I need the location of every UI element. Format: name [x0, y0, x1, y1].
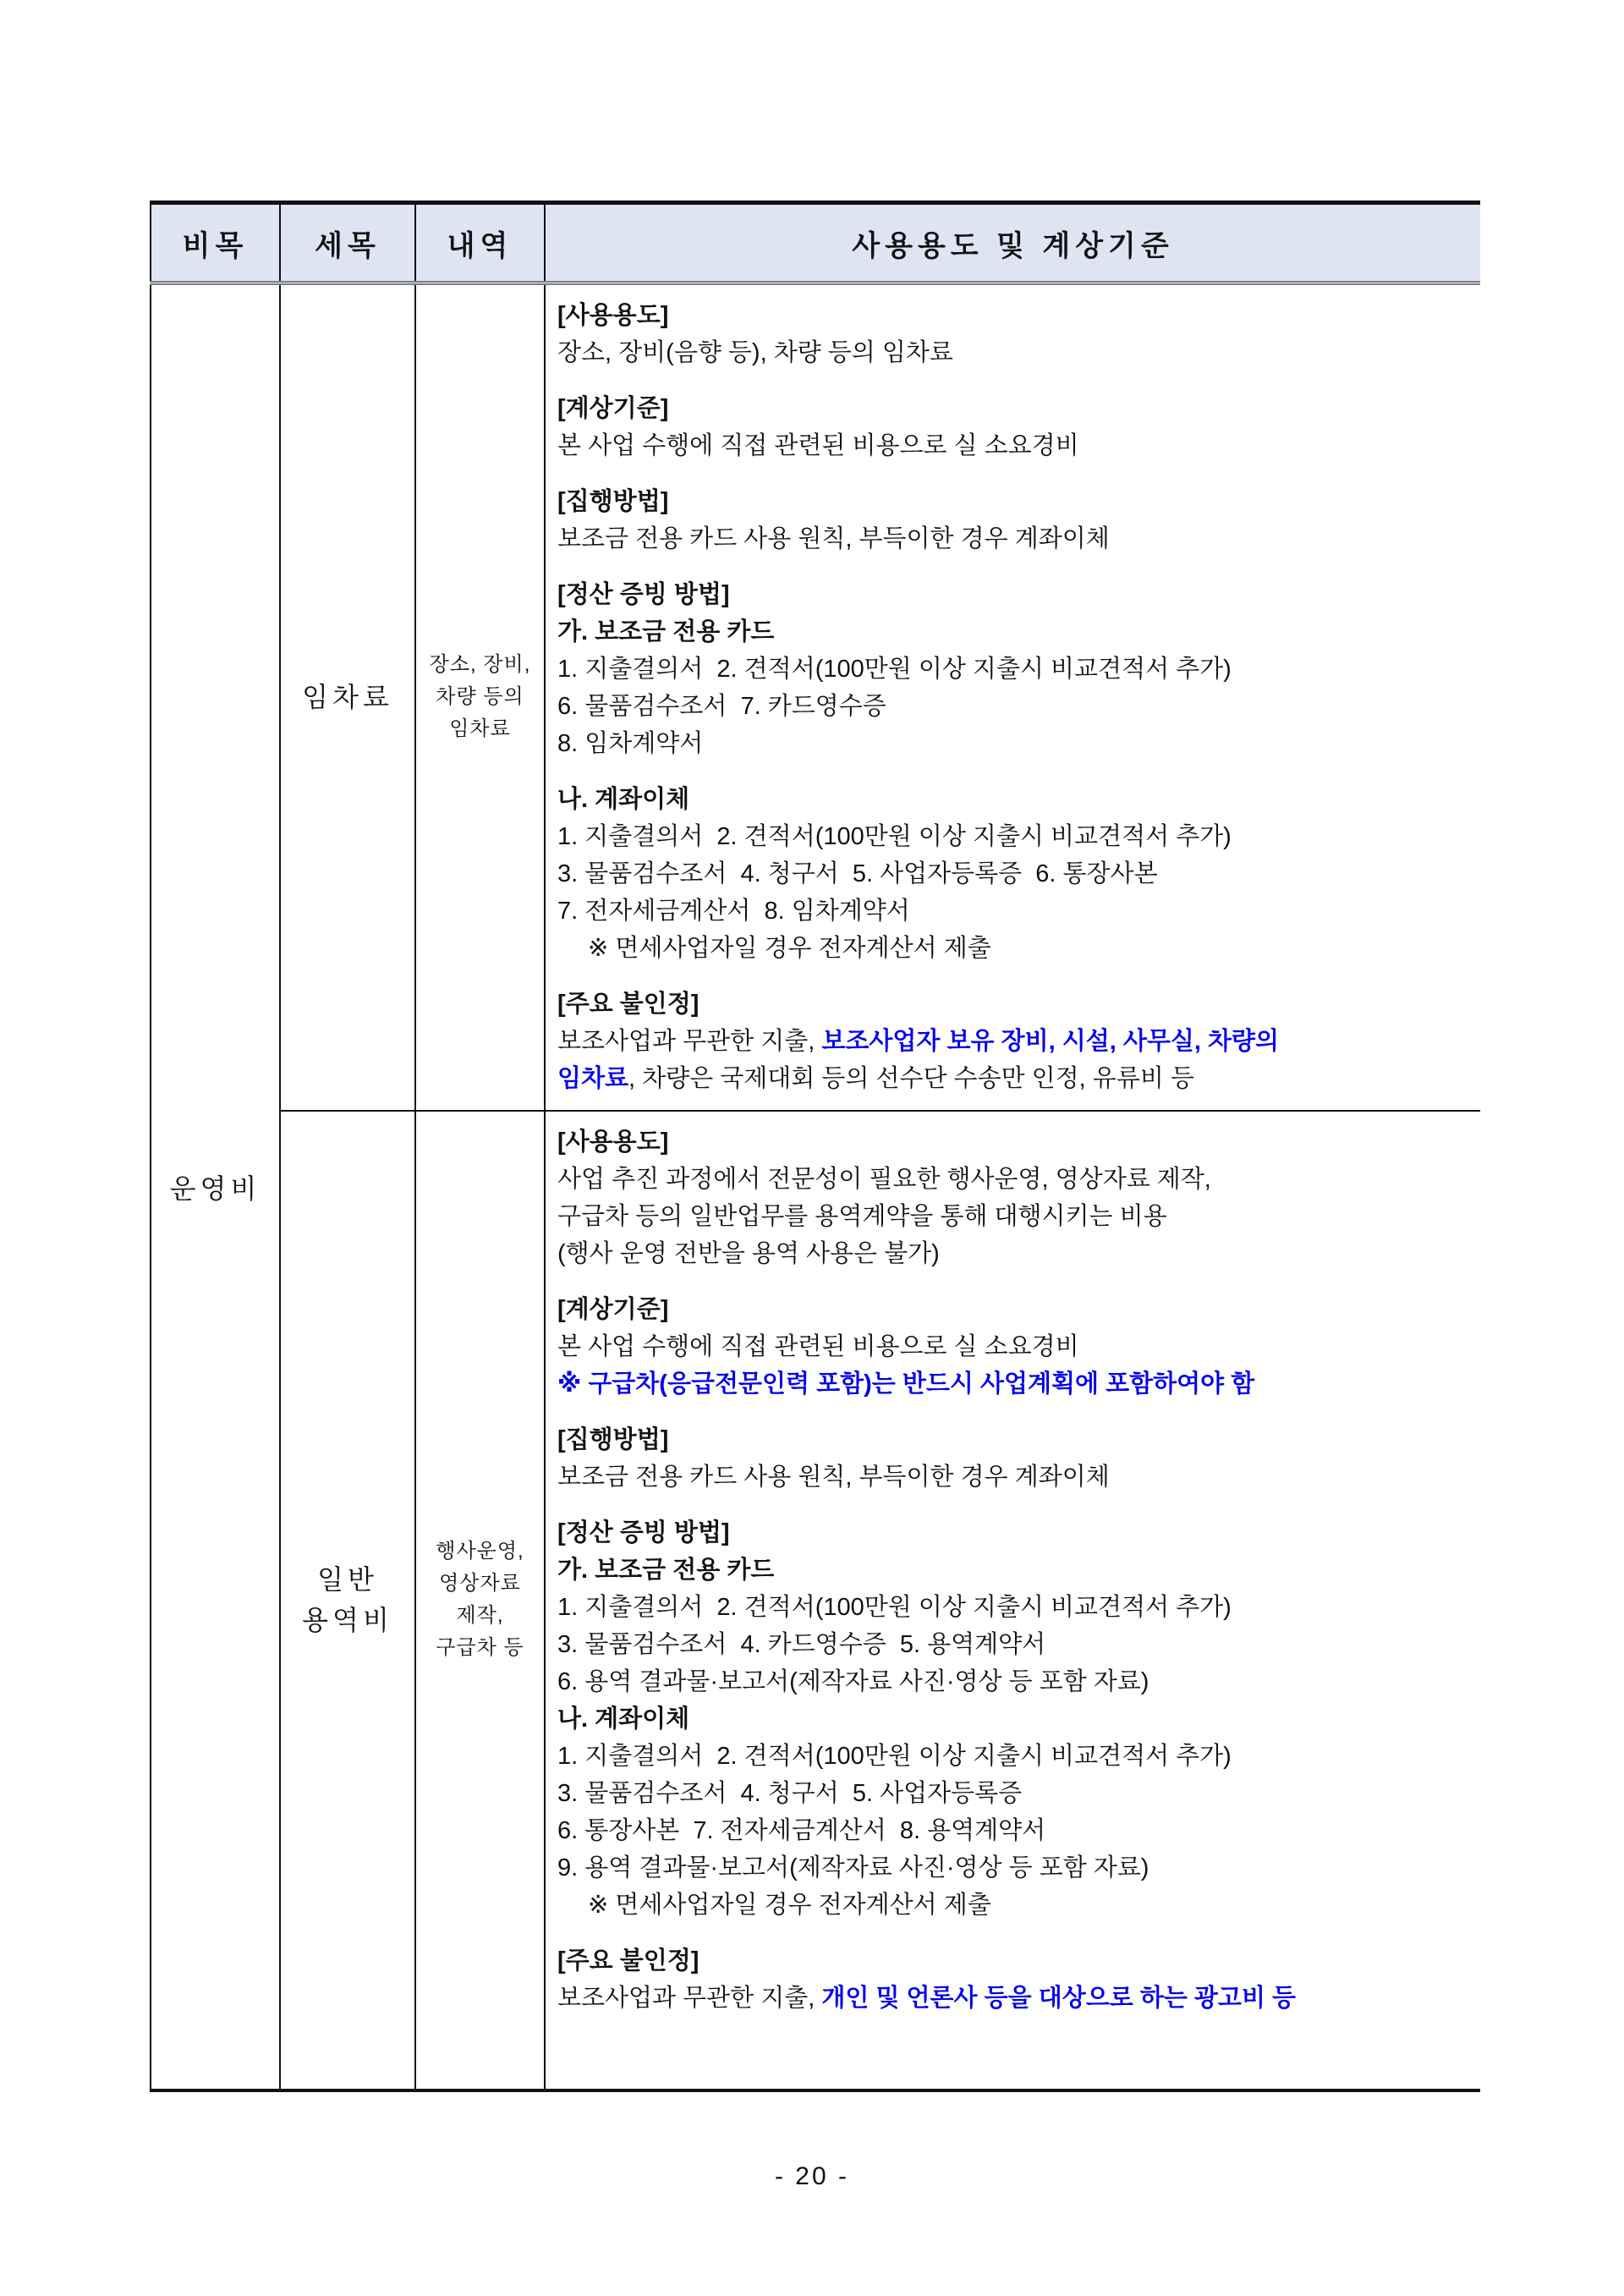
content-line — [557, 613, 1467, 651]
content-block — [557, 483, 1467, 558]
column-header-semok: 세목 — [280, 203, 415, 283]
body-text: 1. 지출결의서 2. 견적서(100만원 이상 지출시 비교견적서 추가) — [557, 656, 1232, 683]
content-cell-imcharyo — [545, 283, 1480, 1111]
column-header-naeyeok: 내역 — [415, 203, 545, 283]
body-text: 보조사업과 무관한 지출, — [557, 1984, 822, 2012]
content-line — [557, 688, 1467, 725]
body-text: 6. 용역 결과물·보고서(제작자료 사진·영상 등 포함 자료) — [557, 1667, 1149, 1695]
content-line — [557, 893, 1467, 930]
content-line — [557, 986, 1467, 1023]
body-text: 3. 물품검수조서 4. 청구서 5. 사업자등록증 — [557, 1779, 1023, 1807]
table-header-row — [151, 203, 1480, 283]
body-text: ※ 면세사업자일 경우 전자계산서 제출 — [588, 935, 991, 962]
content-line — [557, 855, 1467, 893]
content-line — [557, 725, 1467, 762]
semok-cell-ilban-yongyeokbi — [280, 1111, 415, 2090]
content-line — [557, 1198, 1467, 1235]
emphasized-blue-text: ※ 구급차(응급전문인력 포함)는 반드시 사업계획에 포함하여야 함 — [557, 1370, 1255, 1398]
content-line — [557, 781, 1467, 818]
content-line — [557, 1942, 1467, 1980]
content-line — [557, 818, 1467, 855]
body-text: , 차량은 국제대회 등의 선수단 수송만 인정, 유류비 등 — [628, 1065, 1194, 1092]
body-text: 6. 물품검수조서 7. 카드영수증 — [557, 693, 886, 720]
body-text: 7. 전자세금계산서 8. 임차계약서 — [557, 898, 910, 925]
label-line: 일반 — [317, 1564, 378, 1595]
content-line — [557, 520, 1467, 558]
column-header-bimok: 비목 — [151, 203, 280, 283]
budget-items-table — [150, 200, 1480, 2092]
body-text: 보조사업과 무관한 지출, — [557, 1028, 822, 1055]
content-line — [557, 1700, 1467, 1738]
label-line: 임차료 — [449, 717, 511, 741]
content-block — [557, 986, 1467, 1097]
content-line — [557, 651, 1467, 688]
bold-text: 나. 계좌이체 — [557, 786, 690, 813]
body-text: 구급차 등의 일반업무를 용역계약을 통해 대행시키는 비용 — [557, 1202, 1167, 1230]
label-line: 차량 등의 — [436, 685, 524, 709]
content-block — [557, 1942, 1467, 2017]
body-text: 8. 임차계약서 — [557, 730, 704, 757]
content-block — [557, 1421, 1467, 1496]
body-text: 1. 지출결의서 2. 견적서(100만원 이상 지출시 비교견적서 추가) — [557, 1593, 1232, 1621]
body-text: 사업 추진 과정에서 전문성이 필요한 행사운영, 영상자료 제작, — [557, 1165, 1211, 1193]
bold-text: [주요 불인정] — [557, 991, 700, 1018]
body-text: 보조금 전용 카드 사용 원칙, 부득이한 경우 계좌이체 — [557, 1463, 1110, 1491]
content-line — [557, 427, 1467, 464]
naeyeok-cell-ilban-yongyeokbi — [415, 1111, 545, 2090]
content-line — [557, 1458, 1467, 1496]
bold-text: [사용용도] — [557, 302, 669, 329]
body-text: 9. 용역 결과물·보고서(제작자료 사진·영상 등 포함 자료) — [557, 1854, 1149, 1881]
content-line — [557, 1775, 1467, 1812]
table-row-imcharyo — [151, 283, 1480, 1111]
body-text: 3. 물품검수조서 4. 청구서 5. 사업자등록증 6. 통장사본 — [557, 860, 1158, 887]
content-line — [557, 1849, 1467, 1887]
content-line — [557, 334, 1467, 371]
content-line — [557, 1365, 1467, 1403]
label-line: 영상자료 — [439, 1572, 521, 1595]
content-block — [557, 297, 1467, 371]
content-line — [557, 1291, 1467, 1328]
content-line — [557, 1123, 1467, 1161]
content-line — [557, 1421, 1467, 1458]
bold-text: [정산 증빙 방법] — [557, 1519, 730, 1546]
bold-text: [집행방법] — [557, 488, 669, 515]
table-row-ilban-yongyeokbi — [151, 1111, 1480, 2090]
content-line — [557, 390, 1467, 427]
content-block — [557, 390, 1467, 464]
content-line — [557, 1738, 1467, 1775]
label-line: 행사운영, — [436, 1540, 524, 1563]
content-line — [557, 1980, 1467, 2017]
body-text: 본 사업 수행에 직접 관련된 비용으로 실 소요경비 — [557, 1332, 1079, 1360]
content-block — [557, 576, 1467, 762]
emphasized-blue-text: 임차료 — [557, 1065, 629, 1092]
content-line — [557, 1235, 1467, 1272]
content-block — [557, 1514, 1467, 1924]
content-line — [557, 1663, 1467, 1700]
body-text: ※ 면세사업자일 경우 전자계산서 제출 — [588, 1891, 991, 1919]
bold-text: 나. 계좌이체 — [557, 1705, 690, 1733]
content-block — [557, 781, 1467, 967]
content-line — [557, 1887, 1467, 1924]
body-text: 1. 지출결의서 2. 견적서(100만원 이상 지출시 비교견적서 추가) — [557, 823, 1232, 850]
bold-text: 가. 보조금 전용 카드 — [557, 618, 775, 645]
bold-text: [계상기준] — [557, 1295, 669, 1323]
bold-text: [계상기준] — [557, 395, 669, 422]
page-number: - 20 - — [774, 2162, 850, 2190]
label-line: 임차료 — [302, 682, 393, 713]
label-line: 용역비 — [302, 1605, 393, 1635]
body-text: 1. 지출결의서 2. 견적서(100만원 이상 지출시 비교견적서 추가) — [557, 1742, 1232, 1770]
content-cell-ilban-yongyeokbi — [545, 1111, 1480, 2090]
content-line — [557, 483, 1467, 520]
body-text: 장소, 장비(음향 등), 차량 등의 임차료 — [557, 339, 953, 366]
bold-text: [사용용도] — [557, 1128, 669, 1156]
emphasized-blue-text: 개인 및 언론사 등을 대상으로 하는 광고비 등 — [821, 1984, 1297, 2012]
bold-text: [주요 불인정] — [557, 1947, 700, 1975]
content-block — [557, 1123, 1467, 1272]
body-text: 3. 물품검수조서 4. 카드영수증 5. 용역계약서 — [557, 1630, 1046, 1658]
semok-cell-imcharyo — [280, 283, 415, 1111]
content-line — [557, 1060, 1467, 1097]
content-line — [557, 1328, 1467, 1365]
content-line — [557, 1626, 1467, 1663]
label-line: 장소, 장비, — [429, 653, 531, 677]
content-line — [557, 1161, 1467, 1198]
content-line — [557, 930, 1467, 967]
content-line — [557, 1589, 1467, 1626]
label-line: 제작, — [456, 1604, 504, 1627]
body-text: (행사 운영 전반을 용역 사용은 불가) — [557, 1239, 940, 1267]
bold-text: 가. 보조금 전용 카드 — [557, 1556, 775, 1584]
naeyeok-cell-imcharyo — [415, 283, 545, 1111]
emphasized-blue-text: 보조사업자 보유 장비, 시설, 사무실, 차량의 — [821, 1028, 1280, 1055]
body-text: 보조금 전용 카드 사용 원칙, 부득이한 경우 계좌이체 — [557, 525, 1110, 552]
content-line — [557, 576, 1467, 613]
label-line: 구급차 등 — [436, 1636, 524, 1659]
content-block — [557, 1291, 1467, 1403]
body-text: 본 사업 수행에 직접 관련된 비용으로 실 소요경비 — [557, 432, 1079, 459]
content-line — [557, 1552, 1467, 1589]
bimok-cell-unyeongbi: 운영비 — [151, 283, 280, 2090]
bold-text: [정산 증빙 방법] — [557, 581, 730, 608]
body-text: 6. 통장사본 7. 전자세금계산서 8. 용역계약서 — [557, 1816, 1046, 1844]
content-line — [557, 1514, 1467, 1552]
content-line — [557, 297, 1467, 334]
bold-text: [집행방법] — [557, 1425, 669, 1453]
content-line — [557, 1023, 1467, 1060]
column-header-content: 사용용도 및 계상기준 — [545, 203, 1480, 283]
content-line — [557, 1812, 1467, 1849]
